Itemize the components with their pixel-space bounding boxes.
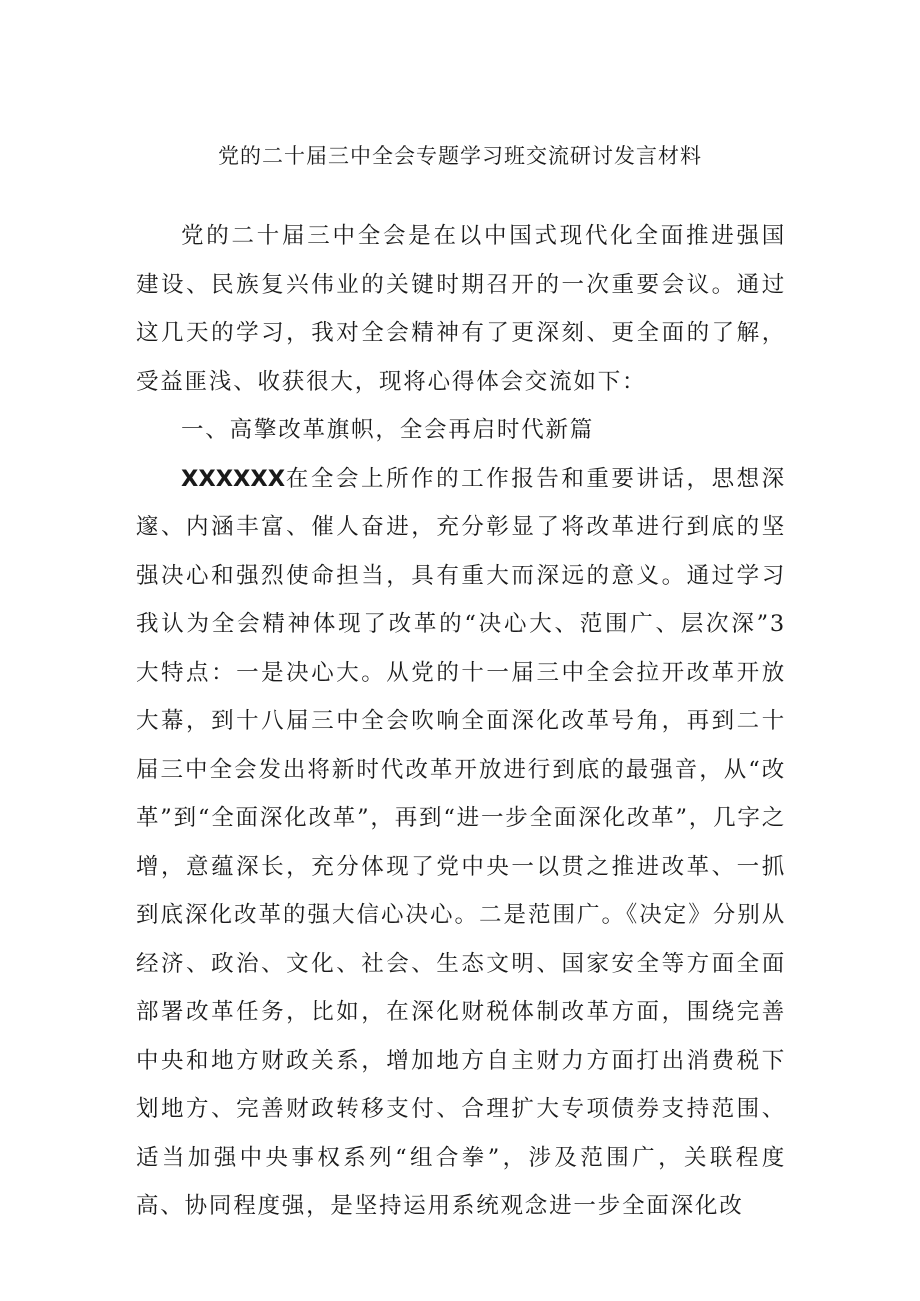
intro-paragraph: 党的二十届三中全会是在以中国式现代化全面推进强国建设、民族复兴伟业的关键时期召开的一次重要会议。通过这几天的学习，我对全会精神有了更深刻、更全面的了解，受益匪浅、收获很大，现将心得体会交流如下：	[136, 223, 786, 395]
document-body	[136, 212, 786, 1231]
section-heading: 一、高擎改革旗帜，全会再启时代新篇	[181, 417, 595, 443]
redacted-name: XXXXXX	[181, 465, 286, 492]
section-paragraph-text: 在全会上所作的工作报告和重要讲话，思想深邃、内涵丰富、催人奋进，充分彰显了将改革进行到底的坚强决心和强烈使命担当，具有重大而深远的意义。通过学习我认为全会精神体现了改革的“决心大、范围广、层次深”3大特点：一是决心大。从党的十一届三中全会拉开改革开放大幕，到十八届三中全会吹响全面深化改革号角，再到二十届三中全会发出将新时代改革开放进行到底的最强音，从“改革”到“全面深化改革”，再到“进一步全面深化改革”，几字之增，意蕴深长，充分体现了党中央一以贯之推进改革、一抓到底深化改革的强大信心决心。二是范围广。《决定》分别从经济、政治、文化、社会、生态文明、国家安全等方面全面部署改革任务，比如，在深化财税体制改革方面，围绕完善中央和地方财政关系，增加地方自主财力方面打出消费税下划地方、完善财政转移支付、合理扩大专项债券支持范围、适当加强中央事权系列“组合拳”，涉及范围广，关联程度高、协同程度强，是坚持运用系统观念进一步全面深化改	[136, 465, 786, 1219]
section-paragraph	[136, 455, 786, 1231]
document-title: 党的二十届三中全会专题学习班交流研讨发言材料	[218, 144, 702, 168]
